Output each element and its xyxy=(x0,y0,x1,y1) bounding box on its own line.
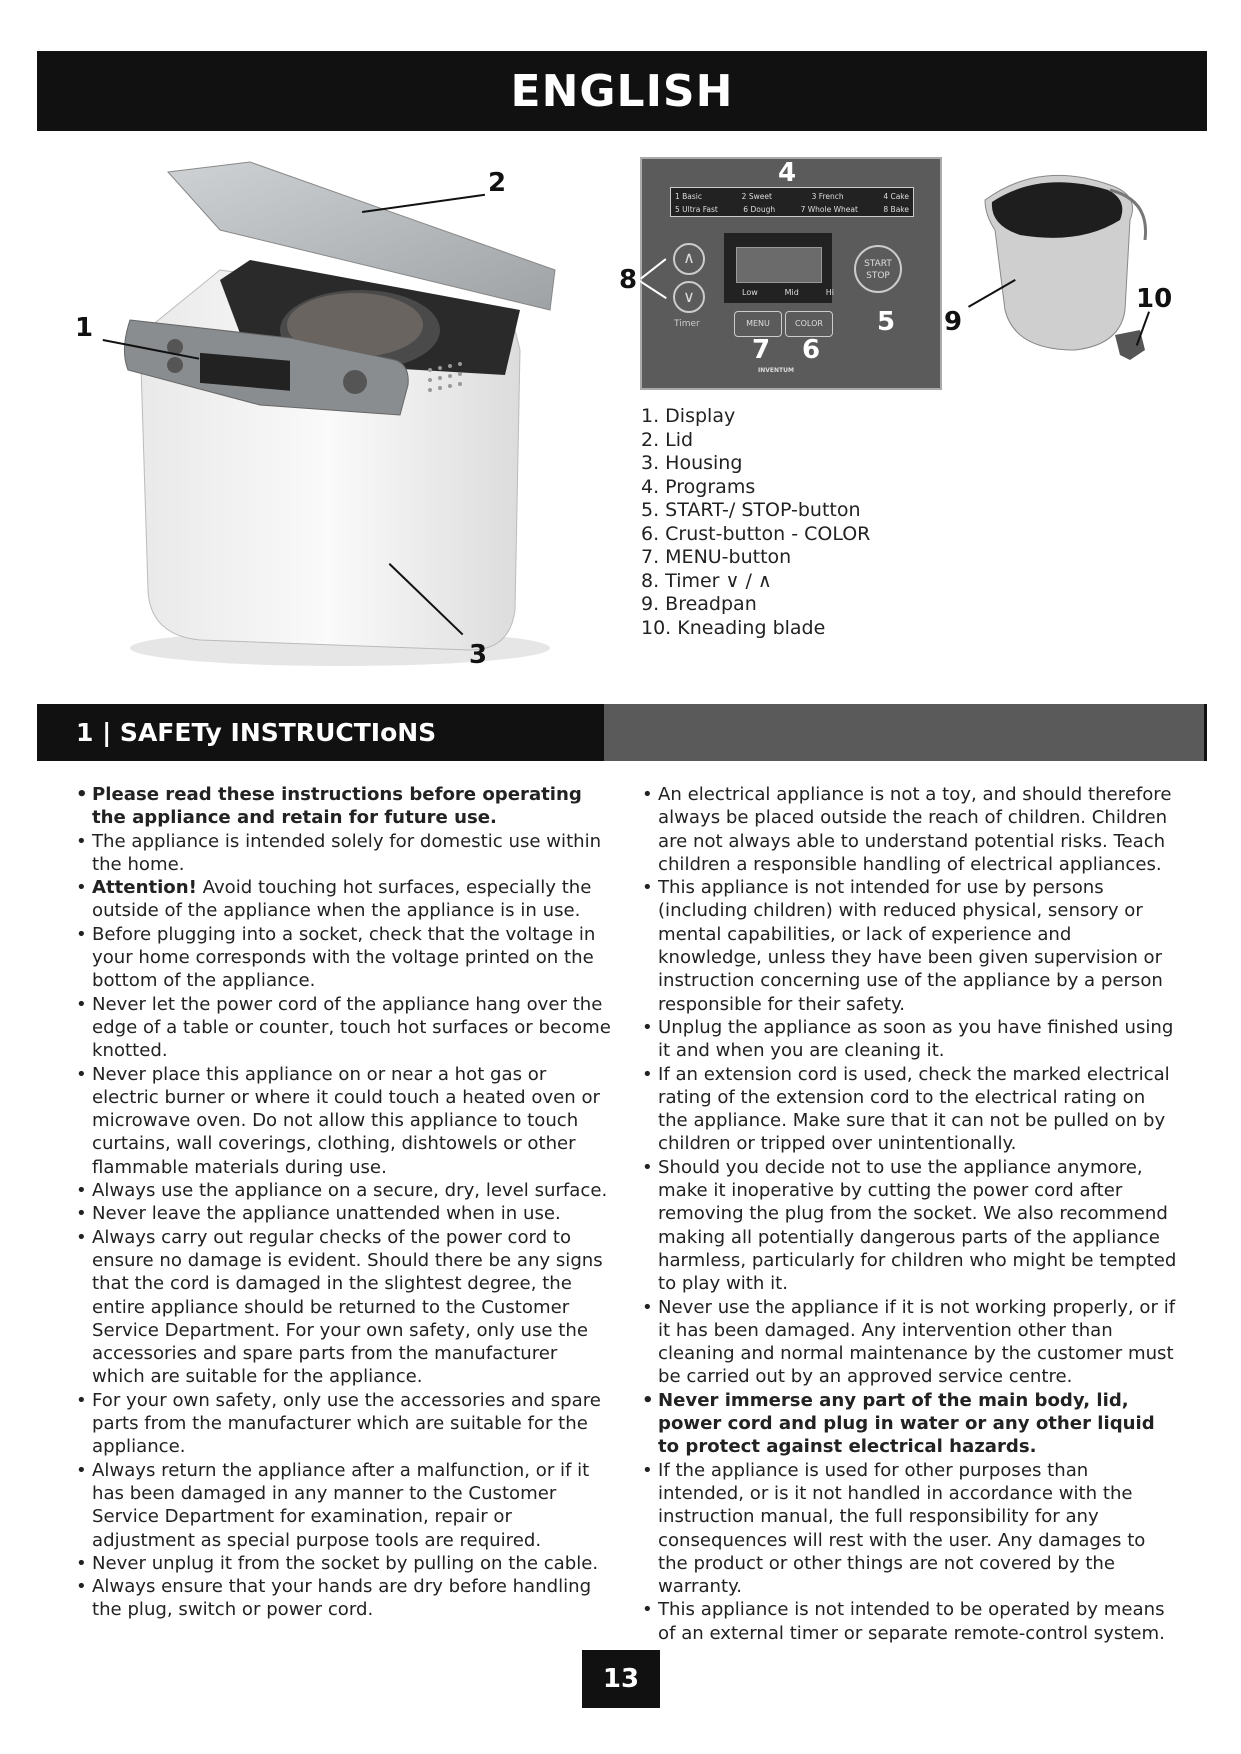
color-button: COLOR xyxy=(785,311,833,337)
instruction-item xyxy=(74,993,614,1063)
timer-down-icon: ∨ xyxy=(673,281,705,313)
legend-item: 5. START-/ STOP-button xyxy=(641,499,861,521)
bread-maker-image xyxy=(110,160,580,670)
instruction-item xyxy=(74,783,614,830)
callout-6: 6 xyxy=(802,335,821,365)
instruction-item xyxy=(74,1575,614,1622)
brand-logo: INVENTUM xyxy=(758,367,794,374)
instruction-text: If the appliance is used for other purposes than intended, or is it not handled in accordance with the instruction manual, the full responsibility for any consequences will rest with the user. Any damages to the product or other things are not covered by the warranty. xyxy=(658,1459,1146,1598)
instruction-text: The appliance is intended solely for domestic use within the home. xyxy=(92,830,602,875)
instruction-text: Should you decide not to use the appliance anymore, make it inoperative by cutting the power cord after removing the plug from the socket. We also recommend making all potentially dangerous parts of the appliance harmless, particularly for children who might be tempted to play with it. xyxy=(658,1156,1177,1295)
program-label: 4 Cake xyxy=(883,192,909,201)
legend-item: 2. Lid xyxy=(641,428,694,451)
crust-level-label: Hi xyxy=(825,288,834,297)
callout-7: 7 xyxy=(752,335,771,365)
instruction-item xyxy=(74,1063,614,1179)
instruction-text: Never leave the appliance unattended when in use. xyxy=(92,1203,561,1225)
safety-column-left xyxy=(74,783,614,1622)
instruction-item xyxy=(74,830,614,877)
callout-4: 4 xyxy=(778,158,797,188)
page-title: ENGLISH xyxy=(510,65,734,117)
instruction-text: Please read these instructions before operating the appliance and retain for future use. xyxy=(92,784,582,829)
instruction-text: Avoid touching hot surfaces, especially the outside of the appliance when the appliance is in use. xyxy=(92,877,592,922)
instruction-text: If an extension cord is used, check the marked electrical rating of the extension cord to the electrical rating on the appliance. Make sure that it can not be pulled on by children or tripped over unintentionally. xyxy=(658,1063,1170,1155)
instruction-text: Always carry out regular checks of the power cord to ensure no damage is evident. Should there be any signs that the cord is damaged in the slightest degree, the entire appliance should be returned to the Customer Service Department. For your own safety, only use the accessories and spare parts from the manufacturer which are suitable for the appliance. xyxy=(92,1226,603,1388)
instruction-item xyxy=(640,1016,1180,1063)
instruction-item xyxy=(74,876,614,923)
instruction-text: This appliance is not intended for use by persons (including children) with reduced physical, sensory or mental capabilities, or lack of experience and knowledge, unless they have been given supervision or instruction concerning use of the appliance by a person responsible for their safety. xyxy=(658,877,1163,1015)
crust-level-label: Low xyxy=(742,288,758,297)
program-label: 6 Dough xyxy=(743,205,776,214)
parts-legend xyxy=(641,405,961,640)
instruction-item xyxy=(640,1156,1180,1296)
section-header xyxy=(37,704,1207,761)
instruction-text: Before plugging into a socket, check that the voltage in your home corresponds with the voltage printed on the bottom of the appliance. xyxy=(92,923,596,992)
callout-10: 10 xyxy=(1136,284,1173,314)
crust-levels xyxy=(742,288,834,297)
program-label: 3 French xyxy=(811,192,844,201)
legend-item: 6. Crust-button - COLOR xyxy=(641,522,871,545)
instruction-item xyxy=(74,1459,614,1552)
instruction-text: Never place this appliance on or near a hot gas or electric burner or where it could touch a heated oven or microwave oven. Do not allow this appliance to touch curtains, wall coverings, clothing, dishtowels or other flammable materials during use. xyxy=(92,1063,600,1178)
timer-arrows-icon: ∨ / ∧ xyxy=(725,569,772,592)
menu-button: MENU xyxy=(734,311,782,337)
instruction-item xyxy=(640,1063,1180,1156)
program-label: 2 Sweet xyxy=(741,192,772,201)
legend-item: 7. MENU-button xyxy=(641,546,792,568)
callout-3: 3 xyxy=(469,640,488,670)
instruction-item xyxy=(74,1179,614,1202)
program-label: 7 Whole Wheat xyxy=(800,205,858,214)
legend-item: 3. Housing xyxy=(641,452,743,474)
timer-label: Timer xyxy=(674,319,700,329)
instruction-item xyxy=(640,876,1180,1016)
safety-column-right xyxy=(640,783,1180,1645)
instruction-text: Always ensure that your hands are dry before handling the plug, switch or power cord. xyxy=(92,1576,592,1621)
callout-1: 1 xyxy=(75,313,94,343)
program-label: 5 Ultra Fast xyxy=(675,205,718,214)
crust-level-label: Mid xyxy=(784,288,799,297)
legend-item-label: 8. Timer xyxy=(641,569,720,592)
instruction-item xyxy=(74,1226,614,1389)
legend-item: 10. Kneading blade xyxy=(641,616,826,639)
instruction-text: Always return the appliance after a malfunction, or if it has been damaged in any manner to the Customer Service Department for examination, repair or adjustment as special purpose tools are required. xyxy=(92,1459,590,1551)
page-number: 13 xyxy=(582,1650,660,1708)
instruction-item xyxy=(640,783,1180,876)
control-panel-image xyxy=(640,157,942,390)
callout-9: 9 xyxy=(944,307,963,337)
callout-5: 5 xyxy=(877,307,896,337)
start-label: START xyxy=(864,259,892,269)
section-title: 1 | SAFETy INSTRUCTIoNS xyxy=(76,718,437,747)
legend-item-timer xyxy=(641,570,961,594)
page-header xyxy=(37,51,1207,131)
instruction-item xyxy=(640,1459,1180,1599)
instruction-text: For your own safety, only use the accessories and spare parts from the manufacturer which are suitable for the appliance. xyxy=(92,1389,601,1458)
instruction-item xyxy=(640,1389,1180,1459)
instruction-lead: Attention! xyxy=(92,877,197,899)
instruction-item xyxy=(74,1552,614,1575)
program-label: 8 Bake xyxy=(883,205,909,214)
instruction-text: Always use the appliance on a secure, dry, level surface. xyxy=(92,1180,608,1202)
callout-8: 8 xyxy=(619,265,638,295)
instruction-text: This appliance is not intended to be operated by means of an external timer or separate remote-control system. xyxy=(658,1599,1165,1644)
stop-label: STOP xyxy=(866,271,890,281)
instruction-text: Never use the appliance if it is not working properly, or if it has been damaged. Any intervention other than cleaning and normal maintenance by the customer must be carried out by an approved service centre. xyxy=(658,1296,1176,1388)
start-stop-button xyxy=(854,245,902,293)
instruction-text: An electrical appliance is not a toy, and should therefore always be placed outside the reach of children. Children are not always able to understand potential risks. Teach children a responsible handling of electrical appliances. xyxy=(658,784,1172,875)
instruction-item xyxy=(74,1202,614,1225)
programs-list xyxy=(670,187,914,217)
callout-2: 2 xyxy=(488,168,507,198)
breadpan-image xyxy=(980,160,1173,380)
instruction-text: Never let the power cord of the appliance hang over the edge of a table or counter, touch hot surfaces or become knotted. xyxy=(92,993,611,1062)
program-label: 1 Basic xyxy=(675,192,703,201)
instruction-text: Never unplug it from the socket by pulling on the cable. xyxy=(92,1552,599,1574)
instruction-item xyxy=(640,1296,1180,1389)
legend-item: 1. Display xyxy=(641,405,736,427)
instruction-item xyxy=(640,1598,1180,1645)
instruction-text: Never immerse any part of the main body, lid, power cord and plug in water or any other liquid to protect against electrical hazards. xyxy=(658,1389,1155,1458)
instruction-text: Unplug the appliance as soon as you have finished using it and when you are cleaning it. xyxy=(658,1016,1174,1062)
timer-up-icon: ∧ xyxy=(673,243,705,275)
legend-item: 4. Programs xyxy=(641,475,756,498)
legend-item: 9. Breadpan xyxy=(641,593,757,615)
instruction-item xyxy=(74,923,614,993)
instruction-item xyxy=(74,1389,614,1459)
